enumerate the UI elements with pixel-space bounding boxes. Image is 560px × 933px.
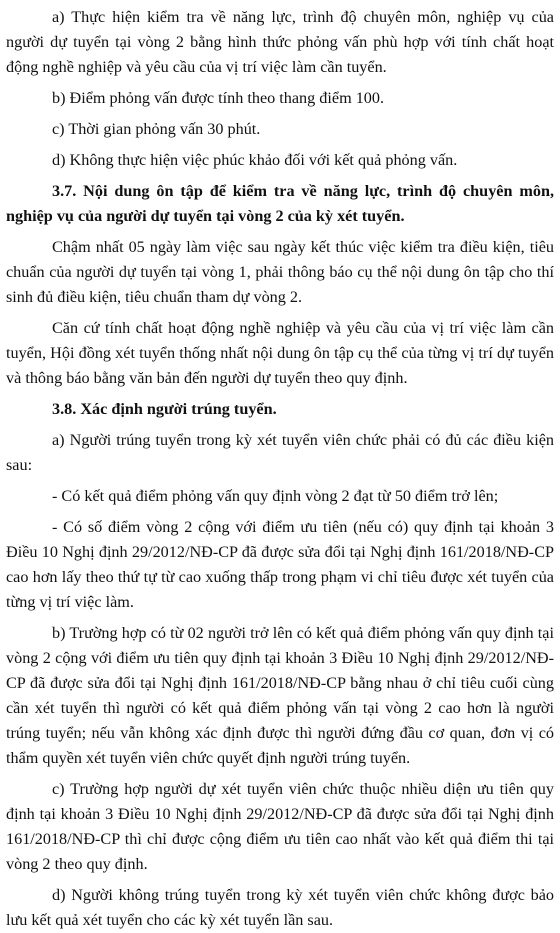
section-heading-3-7: 3.7. Nội dung ôn tập để kiểm tra về năng lực, trình độ chuyên môn, nghiệp vụ của người dự tuyển tại vòng 2 của kỳ xét tuyển. [6,182,554,225]
paragraph-review-notice-deadline: Chậm nhất 05 ngày làm việc sau ngày kết thúc việc kiểm tra điều kiện, tiêu chuẩn của người dự tuyển tại vòng 1, phải thông báo cụ thể nội dung ôn tập cho thí sinh đủ điều kiện, tiêu chuẩn tham dự vòng 2. [6,238,554,306]
paragraph-review-content-council: Căn cứ tính chất hoạt động nghề nghiệp và yêu cầu của vị trí việc làm cần tuyển, Hội đồng xét tuyển thống nhất nội dung ôn tập cụ thể của từng vị trí dự tuyển và thông báo bằng văn bản đến người dự tuyển theo quy định. [6,319,554,387]
section-heading-3-8: 3.8. Xác định người trúng tuyển. [52,400,277,418]
paragraph-multiple-priority: c) Trường hợp người dự xét tuyển viên chức thuộc nhiều diện ưu tiên quy định tại khoản 3 Điều 10 Nghị định 29/2012/NĐ-CP đã được sửa đổi tại Nghị định 161/2018/NĐ-CP thì chỉ được cộng điểm ưu tiên cao nhất vào kết quả điểm thi tại vòng 2 theo quy định. [6,780,554,873]
list-item-condition-score: - Có kết quả điểm phỏng vấn quy định vòng 2 đạt từ 50 điểm trở lên; [52,487,499,505]
paragraph-winner-conditions: a) Người trúng tuyển trong kỳ xét tuyển viên chức phải có đủ các điều kiện sau: [6,431,554,474]
paragraph-tie-break: b) Trường hợp có từ 02 người trở lên có kết quả điểm phỏng vấn quy định tại vòng 2 cộng với điểm ưu tiên quy định tại khoản 3 Điều 10 Nghị định 29/2012/NĐ-CP đã được sửa đổi tại Nghị định 161/2018/NĐ-CP bằng nhau ở chỉ tiêu cuối cùng cần xét tuyển thì người có kết quả điểm phỏng vấn tại vòng 2 cao hơn là người trúng tuyển; nếu vẫn không xác định được thì người đứng đầu cơ quan, đơn vị có thẩm quyền xét tuyển viên chức quyết định người trúng tuyển. [6,624,554,767]
paragraph-no-reservation: d) Người không trúng tuyển trong kỳ xét tuyển viên chức không được bảo lưu kết quả xét tuyển cho các kỳ xét tuyển lần sau. [6,886,554,929]
paragraph-interview-score-scale: b) Điểm phỏng vấn được tính theo thang điểm 100. [52,89,385,107]
paragraph-no-review: d) Không thực hiện việc phúc khảo đối với kết quả phỏng vấn. [52,151,458,169]
paragraph-interview-duration: c) Thời gian phỏng vấn 30 phút. [52,120,261,138]
paragraph-interview-method: a) Thực hiện kiểm tra về năng lực, trình độ chuyên môn, nghiệp vụ của người dự tuyển tại vòng 2 bằng hình thức phỏng vấn phù hợp với tính chất hoạt động nghề nghiệp và yêu cầu của vị trí việc làm cần tuyển. [6,8,554,76]
list-item-condition-priority: - Có số điểm vòng 2 cộng với điểm ưu tiên (nếu có) quy định tại khoản 3 Điều 10 Nghị định 29/2012/NĐ-CP đã được sửa đổi tại Nghị định 161/2018/NĐ-CP cao hơn lấy theo thứ tự từ cao xuống thấp trong phạm vi chỉ tiêu được xét tuyển của từng vị trí việc làm. [6,518,554,611]
